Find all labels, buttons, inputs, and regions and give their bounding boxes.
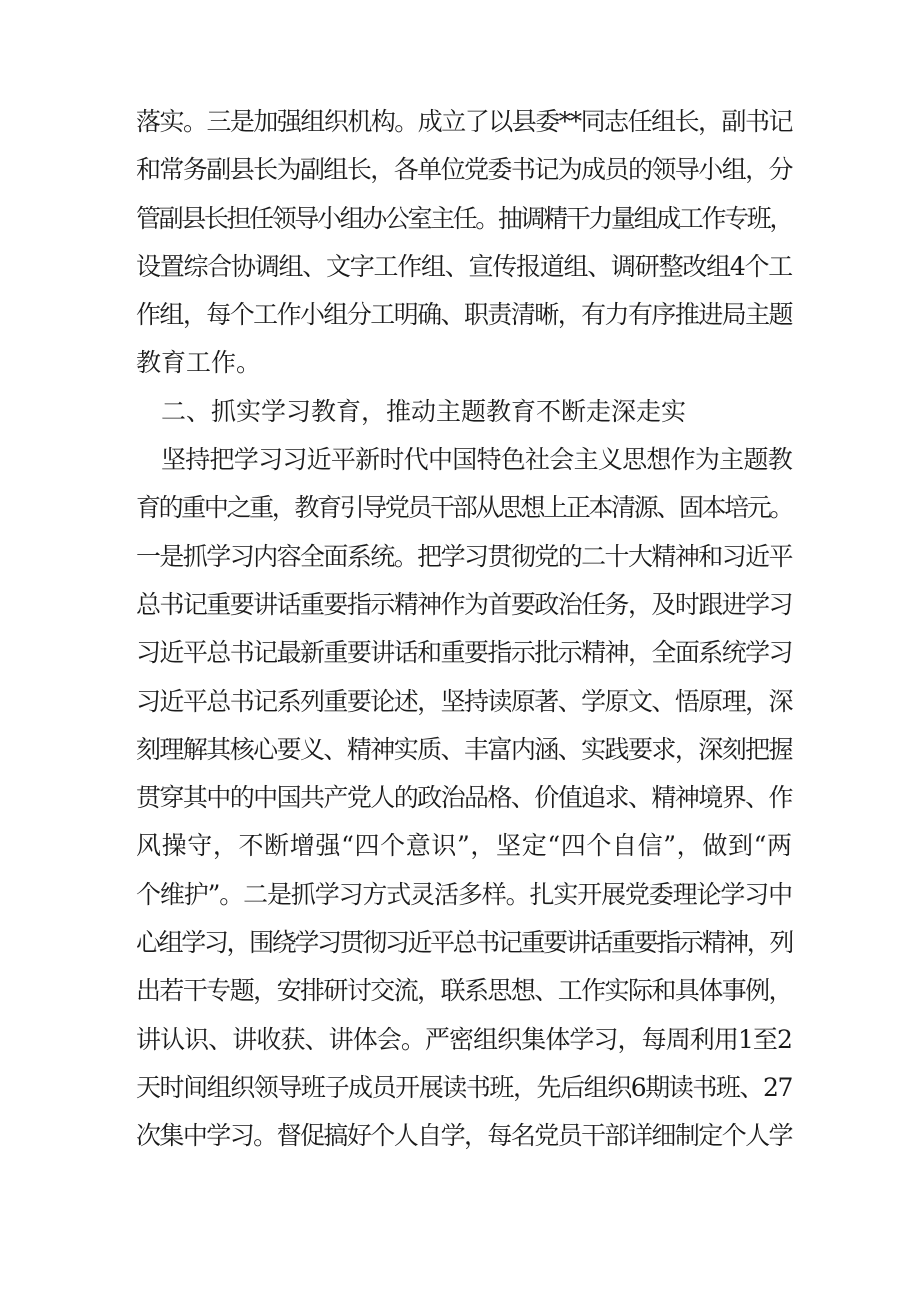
body-line: 落实。三是加强组织机构。成立了以县委**同志任组长，副书记 xyxy=(136,107,792,136)
body-line: 育的重中之重，教育引导党员干部从思想上正本清源、固本培元。 xyxy=(136,493,792,523)
body-line: 教育工作。 xyxy=(136,348,262,378)
body-line: 贯穿其中的中国共产党人的政治品格、价值追求、精神境界、作 xyxy=(136,783,792,813)
body-line: 习近平总书记最新重要讲话和重要指示批示精神，全面系统学习 xyxy=(136,638,792,668)
body-line: 个维护”。二是抓学习方式灵活多样。扎实开展党委理论学习中 xyxy=(136,879,792,909)
body-line: 心组学习，围绕学习贯彻习近平总书记重要讲话重要指示精神，列 xyxy=(136,928,792,958)
body-line: 和常务副县长为副组长，各单位党委书记为成员的领导小组，分 xyxy=(136,155,792,185)
body-line: 次集中学习。督促搞好个人自学，每名党员干部详细制定个人学 xyxy=(136,1121,792,1151)
body-line: 设置综合协调组、文字工作组、宣传报道组、调研整改组4个工 xyxy=(136,251,792,281)
body-line: 管副县长担任领导小组办公室主任。抽调精干力量组成工作专班， xyxy=(136,203,792,233)
body-line: 讲认识、讲收获、讲体会。严密组织集体学习，每周利用1至2 xyxy=(136,1024,792,1054)
body-line: 习近平总书记系列重要论述，坚持读原著、学原文、悟原理，深 xyxy=(136,686,792,716)
document-body xyxy=(136,98,792,1161)
body-line: 风操守，不断增强“四个意识”，坚定“四个自信”，做到“两 xyxy=(136,831,792,861)
body-line: 刻理解其核心要义、精神实质、丰富内涵、实践要求，深刻把握 xyxy=(136,734,792,764)
section-heading: 二、抓实学习教育，推动主题教育不断走深走实 xyxy=(161,396,687,426)
body-line: 天时间组织领导班子成员开展读书班，先后组织6期读书班、27 xyxy=(136,1072,792,1102)
body-line: 坚持把学习习近平新时代中国特色社会主义思想作为主题教 xyxy=(161,445,792,475)
body-line: 一是抓学习内容全面系统。把学习贯彻党的二十大精神和习近平 xyxy=(136,541,792,571)
body-line: 作组，每个工作小组分工明确、职责清晰，有力有序推进局主题 xyxy=(136,300,792,330)
body-line: 总书记重要讲话重要指示精神作为首要政治任务，及时跟进学习 xyxy=(136,589,792,619)
body-line: 出若干专题，安排研讨交流，联系思想、工作实际和具体事例， xyxy=(136,976,792,1006)
